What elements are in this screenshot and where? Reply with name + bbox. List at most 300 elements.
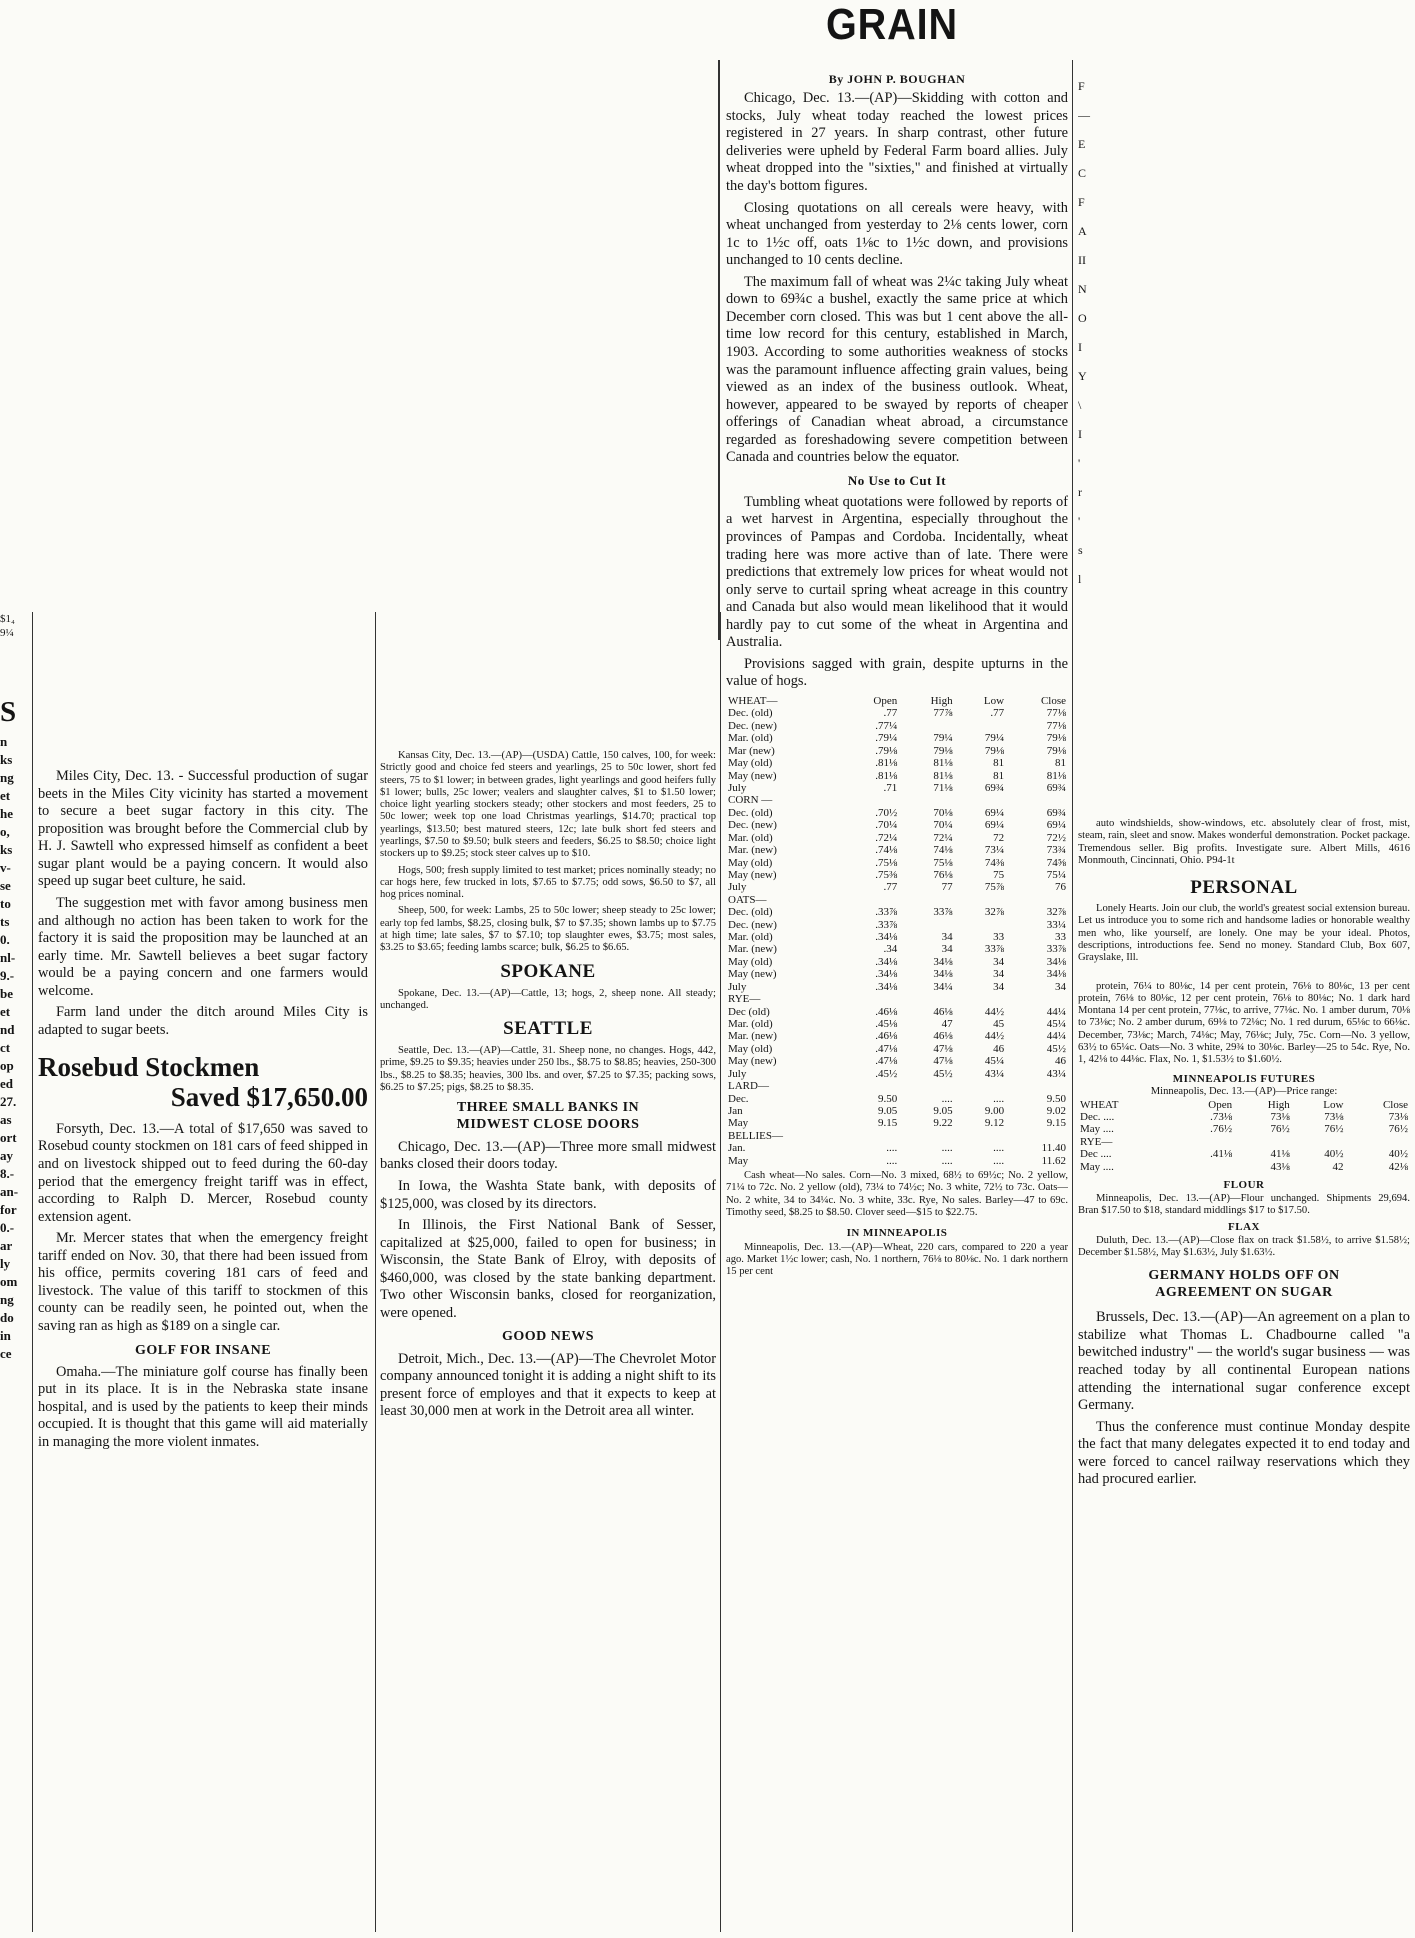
table-cell: May .... xyxy=(1080,1123,1114,1136)
rosebud-headline xyxy=(38,1053,368,1112)
column-header: Low xyxy=(1323,1098,1344,1111)
margin-fragment: 0. xyxy=(0,932,10,948)
table-cell: .34⅛ xyxy=(875,980,898,993)
table-cell: 33⅞ xyxy=(1046,943,1066,956)
margin-fragment: 9.- xyxy=(0,968,15,984)
table-cell: .... xyxy=(941,1092,953,1105)
column-rule-3 xyxy=(720,612,721,1932)
table-cell: 75 xyxy=(993,868,1005,881)
table-cell: 43¼ xyxy=(1046,1067,1066,1080)
table-cell xyxy=(899,919,954,931)
table-cell: 44½ xyxy=(984,1030,1005,1043)
table-row xyxy=(726,757,1068,769)
column-header: High xyxy=(1267,1098,1290,1111)
table-cell: 33⅞ xyxy=(984,943,1005,956)
table-cell: 69¾ xyxy=(984,781,1005,794)
table-cell: May (new) xyxy=(728,968,777,981)
table-row xyxy=(1078,1161,1410,1173)
margin-fragment: nl- xyxy=(0,950,16,966)
golf-paragraph: Omaha.—The miniature golf course has finally been put in its place. It is in the Nebraska state insane hospital, and is used by the patients to keep their minds occupied. It is thought that this game will aid materially in managing the more violent inmates. xyxy=(38,1363,368,1450)
table-cell: .81⅛ xyxy=(875,769,898,782)
table-cell xyxy=(955,720,1006,732)
margin-fragment: ts xyxy=(0,914,10,930)
margin-fragment: ks xyxy=(0,752,13,768)
margin-fragment: ce xyxy=(0,1346,12,1362)
table-header-row xyxy=(726,695,1068,707)
table-cell: .75⅛ xyxy=(875,856,898,869)
germany-paragraph: Thus the conference must continue Monday despite the fact that many delegates expected it to end today and were forced to cancel railway reservations which they had procured earlier. xyxy=(1078,1418,1410,1488)
column-rule-4 xyxy=(1072,60,1073,1932)
table-cell: 9.50 xyxy=(1046,1092,1066,1105)
margin-fragment: an- xyxy=(0,1184,19,1200)
minneapolis-paragraph: Minneapolis, Dec. 13.—(AP)—Wheat, 220 cars, compared to 220 a year ago. Market 1½c lower; cash, No. 1 northern, 76⅛ to 80⅛c. No. 1 dark northern 15 per cent xyxy=(726,1241,1068,1278)
table-cell: 9.22 xyxy=(933,1117,953,1130)
table-cell: 76⅛ xyxy=(933,868,953,881)
table-row xyxy=(726,956,1068,968)
table-cell: Mar. (old) xyxy=(728,931,773,944)
good-news-paragraph: Detroit, Mich., Dec. 13.—(AP)—The Chevrolet Motor company announced tonight it is adding a night shift to its present force of employes and that it expects to keep at least 30,000 men at work in the Detroit area all winter. xyxy=(380,1350,716,1420)
table-row xyxy=(726,1006,1068,1018)
table-cell: 33 xyxy=(993,931,1005,944)
table-cell: 81 xyxy=(1055,757,1066,770)
table-cell: 40½ xyxy=(1388,1148,1408,1161)
table-row xyxy=(726,832,1068,844)
table-cell: .45½ xyxy=(875,1067,898,1080)
table-cell: .77 xyxy=(990,707,1005,720)
table-row xyxy=(726,943,1068,955)
table-cell: 69¼ xyxy=(984,819,1005,832)
column-1 xyxy=(38,768,368,1936)
table-cell: 45¼ xyxy=(984,1055,1005,1068)
table-cell: 41⅛ xyxy=(1270,1148,1290,1161)
table-cell: 33 xyxy=(1055,931,1066,944)
table-cell: 34 xyxy=(941,943,953,956)
table-cell: 81⅛ xyxy=(933,757,953,770)
table-cell: 11.62 xyxy=(1041,1154,1066,1167)
margin-fragment: ' xyxy=(1078,514,1081,528)
table-cell: 9.12 xyxy=(984,1117,1005,1130)
margin-fragment: II xyxy=(1078,253,1086,267)
table-cell: Jan xyxy=(728,1104,743,1117)
table-cell: .33⅞ xyxy=(875,918,898,931)
table-cell: 47⅛ xyxy=(933,1042,953,1055)
table-cell: May (new) xyxy=(728,769,777,782)
table-cell: 42 xyxy=(1332,1160,1344,1173)
table-cell: .... xyxy=(886,1142,898,1155)
table-row xyxy=(726,1105,1068,1117)
germany-paragraph: Brussels, Dec. 13.—(AP)—An agreement on a plan to stabilize what Thomas L. Chadbourne called "a bewitched industry" — the world's sugar business — was reached today by all continental European nations attending the international sugar conference except Germany. xyxy=(1078,1309,1410,1414)
table-cell: July xyxy=(728,781,747,794)
table-cell: .70½ xyxy=(875,806,898,819)
table-row xyxy=(726,1068,1068,1080)
table-cell: 77⅛ xyxy=(1046,707,1066,720)
margin-fragment: 27. xyxy=(0,1094,17,1110)
table-cell: 75⅛ xyxy=(933,856,953,869)
table-cell: 76½ xyxy=(1270,1123,1290,1136)
table-cell: 42⅛ xyxy=(1388,1160,1408,1173)
section-row xyxy=(1078,1136,1410,1148)
left-margin xyxy=(0,612,26,1932)
table-cell: .... xyxy=(993,1142,1005,1155)
margin-fragment: ed xyxy=(0,1076,13,1092)
germany-headline xyxy=(1078,1268,1410,1302)
table-cell: 72 xyxy=(993,831,1005,844)
table-cell: .46⅛ xyxy=(875,1030,898,1043)
margin-fragment: ks xyxy=(0,842,13,858)
table-row xyxy=(726,1055,1068,1067)
table-cell: May (old) xyxy=(728,856,773,869)
banks-headline-line-1: THREE SMALL BANKS IN xyxy=(456,1100,640,1116)
section-row xyxy=(726,794,1068,806)
table-cell: 81⅛ xyxy=(1046,769,1066,782)
table-cell: .47⅛ xyxy=(875,1055,898,1068)
margin-fragment: I xyxy=(1078,340,1082,354)
margin-fragment: A xyxy=(1078,224,1087,238)
table-cell: Dec. (old) xyxy=(728,707,773,720)
table-cell: 76 xyxy=(1055,881,1066,894)
margin-fragment: ay xyxy=(0,1148,13,1164)
margin-fragment: C xyxy=(1078,166,1087,180)
kansas-paragraph: Hogs, 500; fresh supply limited to test market; prices nominally steady; no car hogs here, few trucked in lots, $7.65 to $7.75; odd sows, $6.50 to $7, all hog prices nominal. xyxy=(380,864,716,901)
table-cell: 76½ xyxy=(1324,1123,1344,1136)
table-cell: 81 xyxy=(993,769,1005,782)
cash-grain-paragraph: Cash wheat—No sales. Corn—No. 3 mixed, 68½ to 69½c; No. 2 yellow, 71¼ to 72c. No. 2 yellow (old), 73¼ to 74½c; No. 3 white, 72½ to 73c. Oats—No. 2 white, 34 to 34¼c. No. 3 white, 33c. Rye, No sales. Barley—47 to 69c. Timothy seed, $8.25 to $8.50. Clover seed—$15 to $22.75. xyxy=(726,1170,1068,1218)
table-cell: 44½ xyxy=(984,1005,1005,1018)
table-row xyxy=(726,745,1068,757)
table-row xyxy=(726,770,1068,782)
margin-fragment: s xyxy=(1078,543,1083,557)
table-cell: 34 xyxy=(993,955,1005,968)
minneapolis-futures-headline: MINNEAPOLIS FUTURES xyxy=(1172,1072,1316,1085)
margin-fragment: o, xyxy=(0,824,10,840)
margin-fragment: ' xyxy=(1078,456,1081,470)
table-cell: 9.50 xyxy=(877,1092,898,1105)
table-cell xyxy=(1172,1161,1234,1173)
banks-headline-line-2: MIDWEST CLOSE DOORS xyxy=(456,1117,640,1133)
table-cell: .34⅛ xyxy=(875,955,898,968)
column-header: Close xyxy=(1382,1098,1408,1111)
table-cell: 73¾ xyxy=(1046,844,1066,857)
table-cell: 47 xyxy=(941,1017,953,1030)
table-row xyxy=(726,981,1068,993)
table-cell: 75¼ xyxy=(1046,868,1066,881)
section-label: RYE— xyxy=(1080,1135,1113,1148)
table-cell: 45½ xyxy=(1046,1042,1066,1055)
table-cell: 46⅛ xyxy=(933,1030,953,1043)
table-cell: 34¼ xyxy=(933,980,953,993)
column-3 xyxy=(726,72,1068,1936)
table-row xyxy=(726,1093,1068,1105)
table-row xyxy=(726,720,1068,732)
table-cell: .47⅛ xyxy=(875,1042,898,1055)
margin-fragment: in xyxy=(0,1328,11,1344)
table-cell: May xyxy=(728,1117,749,1130)
table-cell: 45 xyxy=(993,1017,1005,1030)
table-cell: 9.05 xyxy=(877,1104,898,1117)
table-cell: Dec. (new) xyxy=(728,918,777,931)
section-row xyxy=(726,993,1068,1005)
grain-futures-table xyxy=(726,695,1068,1167)
table-cell: 34 xyxy=(1055,980,1066,993)
column-4 xyxy=(1078,818,1410,1936)
flour-paragraph: Minneapolis, Dec. 13.—(AP)—Flour unchanged. Shipments 29,694. Bran $17.50 to $18, standard middlings $17 to $17.50. xyxy=(1078,1192,1410,1217)
section-row xyxy=(726,894,1068,906)
table-cell: 34⅛ xyxy=(933,955,953,968)
margin-fragment: ort xyxy=(0,1130,17,1146)
table-cell: 74⅝ xyxy=(1046,856,1066,869)
kansas-paragraph: Kansas City, Dec. 13.—(AP)—(USDA) Cattle, 150 calves, 100, for week: Strictly good and choice fed steers and yearlings, 25 to 50c lower, short fed steers, 75 to $1 lower; in between grades, light yearlings and good heifers fully $1 lower; bulls, 25c lower; vealers and slaughter calves, $1 to $1.50 lower; choice light yearling stockers steady; other stockers and most feeders, 25 to 50c lower; week top one load Christmas yearlings, $14.70; practical top yearlings, $13.50; best matured steers, 12c; late bulk short fed steers and yearlings, $7.50 to $9.50; bulk steers and feeders, $6.25 to $8.50; choice light stockers up to $9.25; stock steer calves up to $10. xyxy=(380,750,716,860)
grain-paragraph: Provisions sagged with grain, despite upturns in the value of hogs. xyxy=(726,655,1068,690)
table-cell: Mar. (new) xyxy=(728,844,777,857)
table-cell: 34⅛ xyxy=(933,968,953,981)
right-margin xyxy=(1078,72,1098,632)
rosebud-paragraph: Mr. Mercer states that when the emergency freight tariff ended on Nov. 30, that there had been issued from his office, permits covering 181 cars of feed and livestock. The value of this tariff to stockmen of this county can be readily seen, he pointed out, when the saving ran as high as $189 on a single car. xyxy=(38,1230,368,1334)
table-cell: 71⅛ xyxy=(933,781,953,794)
table-cell: .33⅞ xyxy=(875,906,898,919)
table-cell: Mar. (new) xyxy=(728,943,777,956)
table-cell: 69¾ xyxy=(1046,806,1066,819)
table-row xyxy=(726,1155,1068,1167)
table-cell: .72¼ xyxy=(875,831,898,844)
table-cell: 73¼ xyxy=(984,844,1005,857)
table-row xyxy=(726,807,1068,819)
margin-fragment: be xyxy=(0,986,13,1002)
table-row xyxy=(726,1142,1068,1154)
minneapolis-headline: IN MINNEAPOLIS xyxy=(846,1227,948,1240)
table-cell: Dec (old) xyxy=(728,1005,770,1018)
table-cell: .34⅛ xyxy=(875,931,898,944)
margin-fragment: F xyxy=(1078,79,1085,93)
table-cell: 77 xyxy=(941,881,953,894)
table-cell: 72¼ xyxy=(933,831,953,844)
table-cell: .34 xyxy=(883,943,898,956)
table-cell: .75⅜ xyxy=(875,868,898,881)
table-cell: 79⅛ xyxy=(1046,732,1066,745)
table-header-row xyxy=(1078,1099,1410,1111)
table-cell: Mar. (old) xyxy=(728,831,773,844)
table-cell: Mar (new) xyxy=(728,744,775,757)
table-row xyxy=(726,707,1068,719)
table-cell: Dec. (new) xyxy=(728,719,777,732)
section-label: CORN — xyxy=(728,794,773,807)
spokane-paragraph: Spokane, Dec. 13.—(AP)—Cattle, 13; hogs, 2, sheep none. All steady; unchanged. xyxy=(380,987,716,1011)
table-cell: .41⅛ xyxy=(1210,1148,1233,1161)
table-cell: July xyxy=(728,980,747,993)
table-cell: 72½ xyxy=(1046,831,1066,844)
table-cell: 79⅛ xyxy=(933,744,953,757)
flax-paragraph: Duluth, Dec. 13.—(AP)—Close flax on track $1.58½, to arrive $1.58½; December $1.58½, May $1.63½, July $1.63½. xyxy=(1078,1235,1410,1259)
minneapolis-continued: protein, 76¼ to 80⅛c, 14 per cent protein, 76⅛ to 80⅛c, 13 per cent protein, 76⅛ to 80⅛c, 12 per cent protein, 76⅛ to 80⅛c; No. 1 dark hard Montana 14 per cent protein, 77⅛c, to arrive, 77⅛c. No. 1 amber durum, 70⅛ to 73⅛c; No. 2 amber durum, 69⅛ to 72⅛c; No. 1 red durum, 65⅛c to 66⅛c. December, 73⅛c; March, 74⅛c; May, 76⅛c; July, 75c. Corn—No. 3 yellow, 63½ to 65¼c. Oats—No. 3 white, 29¾ to 30⅛c. Barley—25 to 54c. Rye, No. 1, 42⅛ to 44⅛c. Flax, No. 1, $1.53½ to $1.60½. xyxy=(1078,980,1410,1066)
table-cell: 34 xyxy=(993,968,1005,981)
table-cell: 79⅛ xyxy=(984,744,1005,757)
table-cell: 69¾ xyxy=(1046,781,1066,794)
table-cell: 81 xyxy=(993,757,1005,770)
table-cell: 73⅛ xyxy=(1270,1110,1290,1123)
table-row xyxy=(726,931,1068,943)
table-cell: 34 xyxy=(941,931,953,944)
margin-big-letter: S xyxy=(0,695,17,728)
margin-fragment: to xyxy=(0,896,11,912)
table-cell: .79¼ xyxy=(875,732,898,745)
table-cell: .... xyxy=(941,1154,953,1167)
table-cell: July xyxy=(728,1067,747,1080)
table-cell: .81⅛ xyxy=(875,757,898,770)
margin-fragment: he xyxy=(0,806,13,822)
table-cell: 32⅞ xyxy=(984,906,1005,919)
margin-top-1: $1₄ xyxy=(0,613,15,625)
table-cell: Dec. (old) xyxy=(728,806,773,819)
table-row xyxy=(726,968,1068,980)
banks-headline xyxy=(380,1100,716,1134)
margin-fragment: se xyxy=(0,878,11,894)
table-cell: 43¼ xyxy=(984,1067,1005,1080)
table-cell: May .... xyxy=(1080,1160,1114,1173)
table-row xyxy=(726,819,1068,831)
margin-fragment: op xyxy=(0,1058,14,1074)
banks-paragraph: In Iowa, the Washta State bank, with deposits of $125,000, was closed by its directors. xyxy=(380,1177,716,1212)
table-cell: 77⅞ xyxy=(933,707,953,720)
table-cell: .74⅛ xyxy=(875,844,898,857)
margin-fragment: nd xyxy=(0,1022,15,1038)
rosebud-headline-line-2: Saved $17,650.00 xyxy=(170,1082,368,1113)
table-cell: 45½ xyxy=(933,1067,953,1080)
table-cell: .70¼ xyxy=(875,819,898,832)
table-cell: 79¼ xyxy=(984,732,1005,745)
margin-fragment: et xyxy=(0,788,11,804)
byline: By JOHN P. BOUGHAN xyxy=(828,72,966,86)
minneapolis-futures-intro: Minneapolis, Dec. 13.—(AP)—Price range: xyxy=(1150,1086,1338,1098)
table-row xyxy=(726,1018,1068,1030)
table-row xyxy=(726,732,1068,744)
page-title: GRAIN xyxy=(825,0,959,49)
table-cell: 73⅛ xyxy=(1388,1110,1408,1123)
column-header: Low xyxy=(983,695,1005,708)
table-cell: Dec. xyxy=(728,1092,749,1105)
margin-fragment: F xyxy=(1078,195,1085,209)
table-cell: Jan. xyxy=(728,1142,746,1155)
table-cell: 9.02 xyxy=(1046,1104,1066,1117)
margin-fragment: ly xyxy=(0,1256,11,1272)
table-cell: .73⅛ xyxy=(1210,1110,1233,1123)
margin-fragment: ar xyxy=(0,1238,13,1254)
table-cell: 9.05 xyxy=(933,1104,953,1117)
table-cell: 9.15 xyxy=(1046,1117,1066,1130)
margin-fragment: 0.- xyxy=(0,1220,15,1236)
margin-fragment: 8.- xyxy=(0,1166,15,1182)
table-cell: 73⅛ xyxy=(1324,1110,1344,1123)
margin-fragment: ct xyxy=(0,1040,11,1056)
subhead: No Use to Cut It xyxy=(847,472,947,488)
table-row xyxy=(726,919,1068,931)
table-cell: .71 xyxy=(883,781,898,794)
banks-paragraph: In Illinois, the First National Bank of Sesser, capitalized at $25,000, failed to open for business; in Wisconsin, the State Bank of Elroy, with deposits of $460,000, was closed by the state banking department. Two other Wisconsin banks, closed for reorganization, were opened. xyxy=(380,1217,716,1321)
good-news-headline: GOOD NEWS xyxy=(501,1329,594,1345)
margin-fragment: ng xyxy=(0,770,14,786)
table-cell: 34⅛ xyxy=(1046,968,1066,981)
column-header: Close xyxy=(1040,695,1066,708)
table-row xyxy=(726,881,1068,893)
margin-fragment: n xyxy=(0,734,8,750)
column-rule-2 xyxy=(375,612,376,1932)
table-cell: 46⅛ xyxy=(933,1005,953,1018)
margin-fragment: I xyxy=(1078,427,1082,441)
table-row xyxy=(726,857,1068,869)
margin-fragment: Y xyxy=(1078,369,1087,383)
column-header: Open xyxy=(873,695,898,708)
column-header: Open xyxy=(1208,1098,1233,1111)
table-cell: 11.40 xyxy=(1041,1142,1066,1155)
germany-headline-line-2: AGREEMENT ON SUGAR xyxy=(1155,1284,1333,1300)
personal-headline: PERSONAL xyxy=(1190,877,1298,899)
personal-ad: Lonely Hearts. Join our club, the world's greatest social extension bureau. Let us introduce you to some rich and handsome ladies or honorable wealthy men who, like yourself, are lonely. One may be your ideal. Photos, descriptions, introductions fee. Send no money. Standard Club, Box 607, Grayslake, Ill. xyxy=(1078,903,1410,964)
table-row xyxy=(726,782,1068,794)
beet-paragraph: Farm land under the ditch around Miles City is adapted to sugar beets. xyxy=(38,1004,368,1038)
table-cell: .... xyxy=(941,1142,953,1155)
table-cell: .34⅛ xyxy=(875,968,898,981)
table-row xyxy=(1078,1123,1410,1135)
table-cell: .77 xyxy=(883,881,898,894)
table-row xyxy=(726,1117,1068,1129)
table-cell: 70¼ xyxy=(933,819,953,832)
table-cell: Dec. .... xyxy=(1080,1110,1115,1123)
table-cell: May (new) xyxy=(728,868,777,881)
table-row xyxy=(726,1030,1068,1042)
table-row xyxy=(1078,1148,1410,1160)
table-cell: 44¼ xyxy=(1046,1005,1066,1018)
margin-fragment: N xyxy=(1078,282,1087,296)
banks-paragraph: Chicago, Dec. 13.—(AP)—Three more small midwest banks closed their doors today. xyxy=(380,1138,716,1173)
table-cell: .79⅛ xyxy=(875,744,898,757)
table-row xyxy=(1078,1111,1410,1123)
rosebud-paragraph: Forsyth, Dec. 13.—A total of $17,650 was saved to Rosebud county stockmen on 181 cars of feed shipped in and on livestock shipped out to feed during the 60-day period that the emergency freight tariff was in effect, according to Ralph D. Mercer, Rosebud county extension agent. xyxy=(38,1120,368,1225)
section-label: BELLIES— xyxy=(728,1129,783,1142)
column-header: High xyxy=(930,695,953,708)
table-cell: 33¼ xyxy=(1046,918,1066,931)
table-cell: .77¼ xyxy=(875,719,898,732)
table-cell: .46⅛ xyxy=(875,1005,898,1018)
beet-paragraph: The suggestion met with favor among business men and although no action has been taken to work for the factory it is said the proposition may be launched at an early time. Mr. Sawtell believes a beet sugar factory would be a paying concern and one farmers would welcome. xyxy=(38,894,368,999)
margin-fragment: for xyxy=(0,1202,17,1218)
beet-story xyxy=(38,768,368,1039)
column-header: WHEAT— xyxy=(728,695,778,708)
minneapolis-futures-table xyxy=(1078,1099,1410,1174)
grain-paragraph: The maximum fall of wheat was 2¼c taking July wheat down to 69¾c a bushel, exactly the same price at which December corn closed. This was but 1 cent above the all-time low record for this century, established in March, 1903. According to some authorities weakness of stocks was the paramount influence affecting grain values, being viewed as an index of the business outlook. Wheat, however, appeared to be swayed by reports of cheaper offerings of Canadian wheat abroad, a circumstance regarded as foreshadowing severe competition between Canada and countries below the equator. xyxy=(726,273,1068,466)
table-cell: 34⅛ xyxy=(1046,955,1066,968)
margin-fragment: om xyxy=(0,1274,18,1290)
table-cell: 81⅛ xyxy=(933,769,953,782)
table-cell: May (old) xyxy=(728,1042,773,1055)
table-cell: Mar. (new) xyxy=(728,1030,777,1043)
table-cell: 46 xyxy=(993,1042,1005,1055)
margin-fragment: E xyxy=(1078,137,1086,151)
beet-paragraph: Miles City, Dec. 13. - Successful production of sugar beets in the Miles City vicinity has started a movement to secure a beet sugar factory in this city. The proposition was brought before the Commercial club by H. J. Sawtell who expressed himself as confident a beet sugar plant would be a paying concern. It would also speed up sugar beet culture, he said. xyxy=(38,768,368,890)
classified-ad: auto windshields, show-windows, etc. absolutely clear of frost, mist, steam, rain, sleet and snow. Makes wonderful demonstration. Pocket package. Tremendous seller. Big profits. Investigate sure. Albert Mills, 4616 Monmouth, Cincinnati, Ohio. P94-1t xyxy=(1078,818,1410,866)
section-label: OATS— xyxy=(728,893,767,906)
table-row xyxy=(726,869,1068,881)
table-cell: 9.15 xyxy=(877,1117,898,1130)
table-cell: 9.00 xyxy=(984,1104,1005,1117)
table-cell: 74⅛ xyxy=(933,844,953,857)
table-cell: 44¼ xyxy=(1046,1030,1066,1043)
table-cell: 75⅞ xyxy=(984,881,1005,894)
column-rule-1 xyxy=(32,612,33,1932)
margin-top-2: 9¼ xyxy=(0,627,14,640)
table-cell: 69¼ xyxy=(1046,819,1066,832)
flour-headline: FLOUR xyxy=(1223,1179,1265,1192)
margin-fragment: r xyxy=(1078,485,1082,499)
section-label: LARD— xyxy=(728,1080,769,1093)
table-cell: .45⅛ xyxy=(875,1017,898,1030)
